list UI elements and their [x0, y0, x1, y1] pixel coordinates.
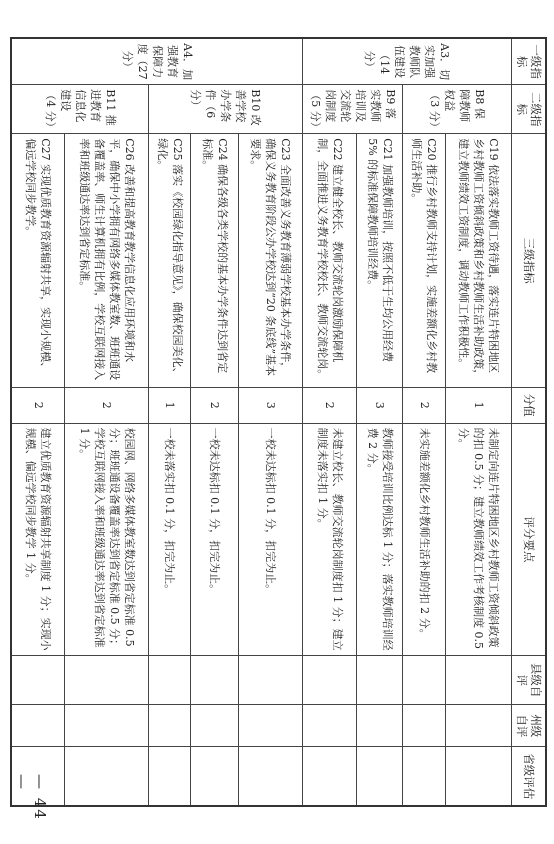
table-row: [149, 38, 191, 806]
province-eval-cell[interactable]: [446, 747, 512, 806]
province-eval-cell[interactable]: [239, 747, 303, 806]
key-points-cell: 一校未达标扣 0.1 分，扣完为止。: [239, 423, 303, 656]
county-self-cell[interactable]: [303, 656, 357, 705]
key-points-cell: 未实施差额化乡村教师生活补助的扣 2 分。: [403, 423, 446, 656]
province-eval-cell[interactable]: [149, 747, 191, 806]
county-self-cell[interactable]: [357, 656, 403, 705]
province-eval-cell[interactable]: [403, 747, 446, 806]
county-self-cell[interactable]: [191, 656, 239, 705]
header-province-eval: 省级评估: [512, 747, 546, 806]
score-cell: 3: [239, 387, 303, 423]
county-self-cell[interactable]: [403, 656, 446, 705]
province-eval-cell[interactable]: [303, 747, 357, 806]
state-self-cell[interactable]: [65, 705, 149, 747]
table-row: [303, 38, 357, 806]
level3-cell: C19 依法落实教师工资待遇，落实连片特困地区乡村教师工资倾斜政策和乡村教师生活补助政策，建立教师绩效工资制度，调动教师工作积极性。: [446, 134, 512, 388]
table-row: [11, 38, 65, 806]
header-level1: 一级指标: [512, 38, 546, 85]
state-self-cell[interactable]: [446, 705, 512, 747]
score-cell: 2: [191, 387, 239, 423]
level3-cell: C26 改善和提高教育教学信息化应用环境和水平，确保中小学拥有网络多媒体教室数、班班通设备覆盖率、师生计算机拥有比例，学校互联网接入率和班级通达率达到省定标准。: [65, 134, 149, 388]
key-points-cell: 教师接受培训比例达标 1 分；落实教师培训经费 2 分。: [357, 423, 403, 656]
level3-cell: C27 实现优质教育资源辐射共享，实现小规模、偏远学校同步教学。: [11, 134, 65, 388]
county-self-cell[interactable]: [11, 656, 65, 705]
state-self-cell[interactable]: [191, 705, 239, 747]
key-points-cell: 一校未达标扣 0.1 分，扣完为止。: [191, 423, 239, 656]
header-state-self: 州级自评: [512, 705, 546, 747]
level2-cell: B8 保障教师权益（3 分）: [403, 85, 512, 134]
key-points-cell: 未制定向连片特困地区乡村教师工资倾斜政策的扣 0.5 分；建立教师绩效工作考核制度 0.5 分。: [446, 423, 512, 656]
score-cell: 3: [357, 387, 403, 423]
state-self-cell[interactable]: [357, 705, 403, 747]
score-cell: 1: [149, 387, 191, 423]
level2-cell: B9 落实教师培训及交流轮岗制度（5 分）: [303, 85, 403, 134]
province-eval-cell[interactable]: [191, 747, 239, 806]
level3-cell: C24 确保各级各类学校的基本办学条件达到省定标准。: [191, 134, 239, 388]
key-points-cell: 一校未落实扣 0.1 分，扣完为止。: [149, 423, 191, 656]
page-number: — 44 —: [13, 774, 49, 821]
level3-cell: C23 全面改善义务教育薄弱学校基本办学条件，确保义务教育阶段公办学校达到“20 条底线”基本要求。: [239, 134, 303, 388]
level1-cell: A3．切实加强教师队伍建设（14 分）: [303, 38, 512, 85]
header-county-self: 县级自评: [512, 656, 546, 705]
level3-cell: C22 建立健全校长、教师交流轮岗激励保障机制，全面推进义务教育学校校长、教师交流轮岗。: [303, 134, 357, 388]
level1-cell: A4．加强教育保障力度（27 分）: [11, 38, 303, 85]
table-row: [446, 38, 512, 806]
header-key-points: 评分要点: [512, 423, 546, 656]
county-self-cell[interactable]: [65, 656, 149, 705]
state-self-cell[interactable]: [303, 705, 357, 747]
level3-cell: C21 加强教师培训，按照不低于生均公用经费 5% 的标准保障教师培训经费。: [357, 134, 403, 388]
page-number-box: [14, 774, 48, 844]
score-cell: 2: [403, 387, 446, 423]
score-cell: 1: [446, 387, 512, 423]
province-eval-cell[interactable]: [65, 747, 149, 806]
header-level3: 三级指标: [512, 134, 546, 388]
province-eval-cell[interactable]: [357, 747, 403, 806]
table-row: [239, 38, 303, 806]
county-self-cell[interactable]: [446, 656, 512, 705]
level3-cell: C25 落实《校园绿化指导意见》，确保校园美化、绿化。: [149, 134, 191, 388]
key-points-cell: 未建立校长、教师交流轮岗制度扣 1 分；建立制度未落实扣 1 分。: [303, 423, 357, 656]
rotated-page: [12, 37, 547, 807]
header-level2: 二级指标: [512, 85, 546, 134]
table-row: [65, 38, 149, 806]
key-points-cell: 建立优质教育资源辐射共享制度 1 分；实现小规模、偏远学校同步教学 1 分。: [11, 423, 65, 656]
level2-cell: B10 改善学校办学条件（6 分）: [149, 85, 303, 134]
header-row: [512, 38, 546, 806]
score-cell: 2: [65, 387, 149, 423]
evaluation-table: [10, 37, 547, 807]
table-row: [403, 38, 446, 806]
county-self-cell[interactable]: [239, 656, 303, 705]
header-score: 分值: [512, 387, 546, 423]
state-self-cell[interactable]: [11, 705, 65, 747]
state-self-cell[interactable]: [403, 705, 446, 747]
level3-cell: C20 推行乡村教师支持计划，实施差额化乡村教师生活补助。: [403, 134, 446, 388]
level2-cell: B11 推进教育信息化建设（4 分）: [11, 85, 149, 134]
table-row: [191, 38, 239, 806]
table-row: [357, 38, 403, 806]
state-self-cell[interactable]: [239, 705, 303, 747]
county-self-cell[interactable]: [149, 656, 191, 705]
state-self-cell[interactable]: [149, 705, 191, 747]
key-points-cell: 校园网、网络多媒体教室数达到省定标准 0.5 分；班班通设备覆盖率达到省定标准 0.5 分；学校互联网接入率和班级通达率达到省定标准 1 分。: [65, 423, 149, 656]
score-cell: 2: [303, 387, 357, 423]
score-cell: 2: [11, 387, 65, 423]
